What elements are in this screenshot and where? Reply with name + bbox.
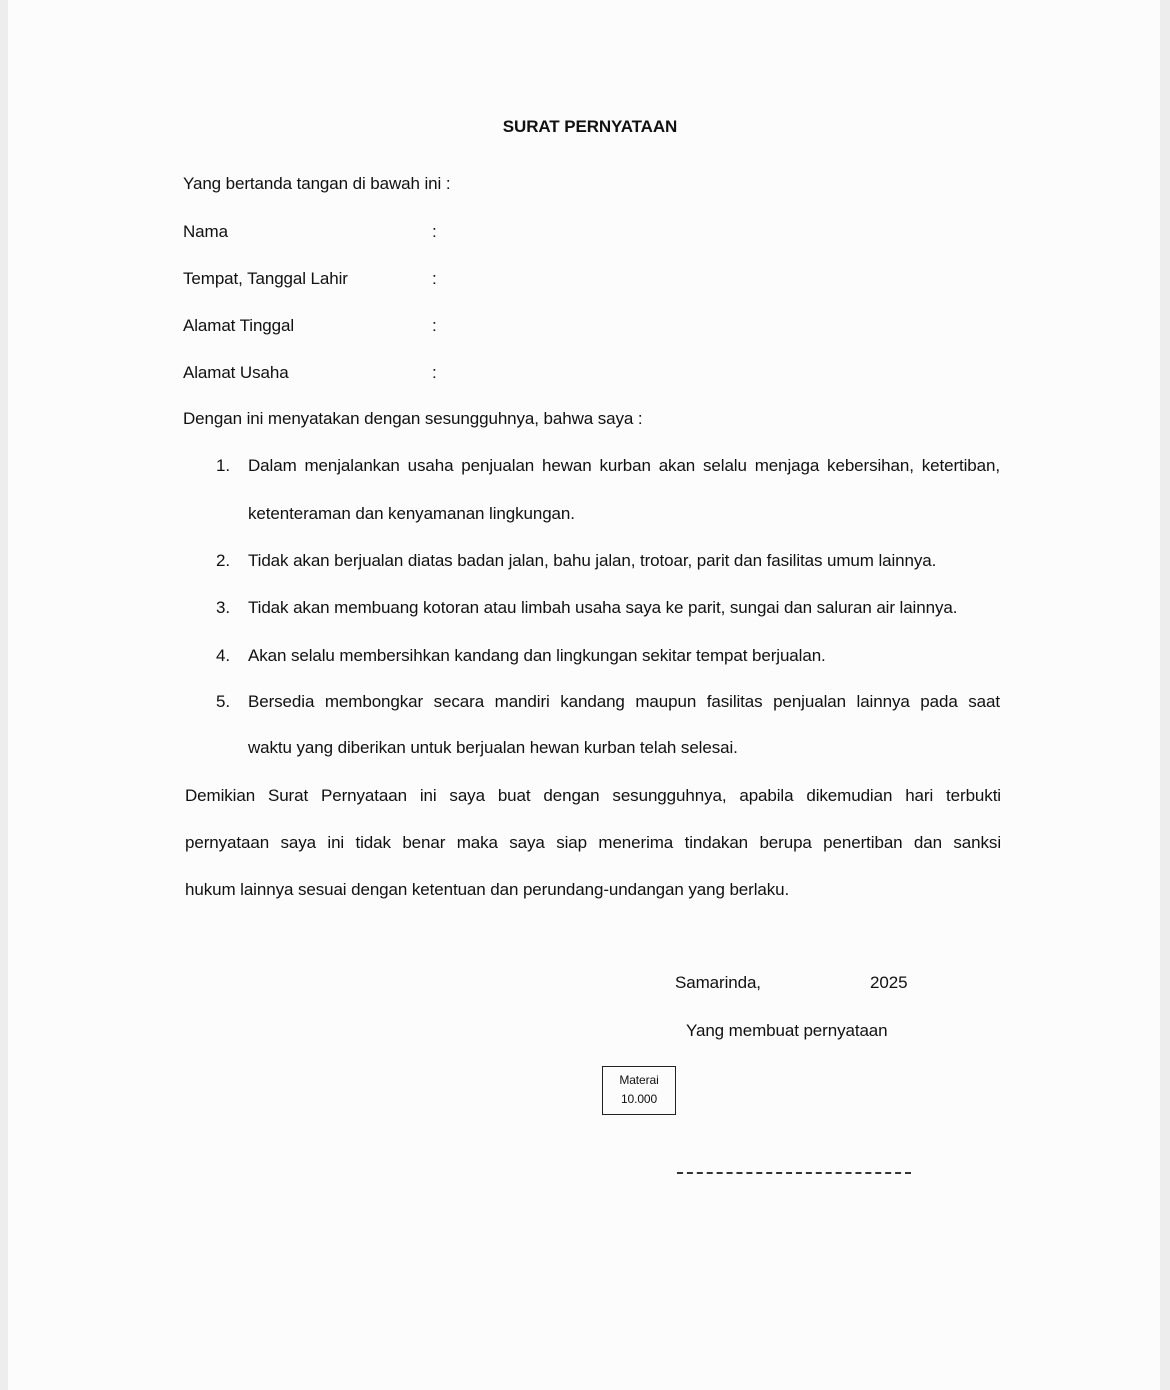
stamp-duty-box <box>602 1066 676 1115</box>
intro-text: Yang bertanda tangan di bawah ini : <box>183 174 451 193</box>
field-colon: : <box>432 269 437 288</box>
field-label-tempat-tanggal-lahir: Tempat, Tanggal Lahir <box>183 269 348 288</box>
list-item-number: 4. <box>216 646 230 665</box>
closing-line: pernyataan saya ini tidak benar maka saya siap menerima tindakan berupa penertiban dan sanksi <box>185 833 1001 852</box>
field-colon: : <box>432 316 437 335</box>
list-item-text: Tidak akan berjualan diatas badan jalan, bahu jalan, trotoar, parit dan fasilitas umum lainnya. <box>248 551 937 570</box>
signer-label: Yang membuat pernyataan <box>686 1021 888 1040</box>
field-colon: : <box>432 222 437 241</box>
list-item-text: Akan selalu membersihkan kandang dan lingkungan sekitar tempat berjualan. <box>248 646 826 665</box>
stamp-duty-label: Materai <box>619 1073 659 1087</box>
document-title: SURAT PERNYATAAN <box>502 117 678 136</box>
field-colon: : <box>432 363 437 382</box>
statement-text: Dengan ini menyatakan dengan sesungguhnya, bahwa saya : <box>183 409 643 428</box>
list-item-number: 5. <box>216 692 230 711</box>
field-label-nama: Nama <box>183 222 228 241</box>
field-label-alamat-usaha: Alamat Usaha <box>183 363 289 382</box>
list-item-text: Tidak akan membuang kotoran atau limbah usaha saya ke parit, sungai dan saluran air lainnya. <box>248 598 958 617</box>
signature-line <box>677 1172 911 1174</box>
list-item-text: Bersedia membongkar secara mandiri kandang maupun fasilitas penjualan lainnya pada saat <box>248 692 1000 711</box>
list-item-number: 1. <box>216 456 230 475</box>
list-item-text: Dalam menjalankan usaha penjualan hewan kurban akan selalu menjaga kebersihan, ketertiban, <box>248 456 1000 475</box>
signature-place: Samarinda, <box>675 973 761 992</box>
stamp-duty-amount: 10.000 <box>620 1092 658 1106</box>
list-item-number: 2. <box>216 551 230 570</box>
field-label-alamat-tinggal: Alamat Tinggal <box>183 316 295 335</box>
signature-year: 2025 <box>870 973 908 992</box>
list-item-text-continued: ketenteraman dan kenyamanan lingkungan. <box>248 504 575 523</box>
list-item-number: 3. <box>216 598 230 617</box>
closing-line: Demikian Surat Pernyataan ini saya buat dengan sesungguhnya, apabila dikemudian hari terbukti <box>185 786 1001 805</box>
closing-line: hukum lainnya sesuai dengan ketentuan dan perundang-undangan yang berlaku. <box>185 880 790 899</box>
list-item-text-continued: waktu yang diberikan untuk berjualan hewan kurban telah selesai. <box>248 738 738 757</box>
